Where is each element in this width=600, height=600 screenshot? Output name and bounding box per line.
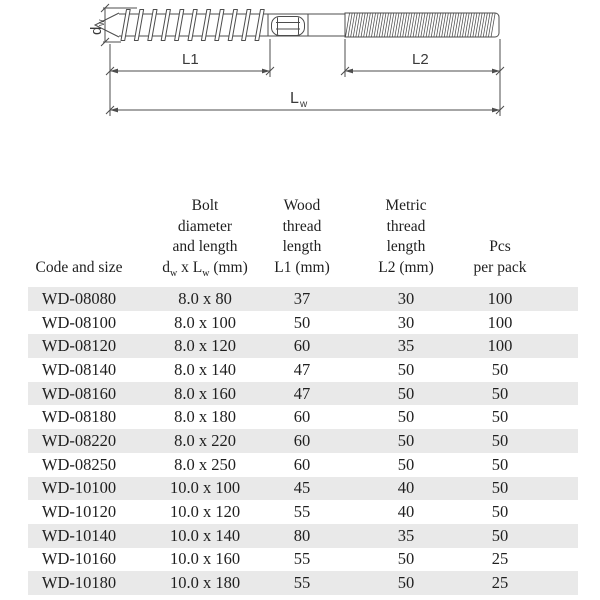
cell-l1: 55 — [262, 571, 362, 595]
cell-l1: 55 — [293, 502, 311, 522]
table-row — [28, 334, 578, 358]
cell-code: WD-08160 — [28, 382, 142, 406]
col-header-pcs: Pcs per pack — [473, 238, 527, 276]
cell-pcs: 25 — [462, 571, 578, 595]
cell-size: 10.0 x 180 — [142, 571, 262, 595]
lw-label-sub: w — [300, 99, 308, 110]
table-row — [28, 453, 578, 477]
header-row — [28, 196, 578, 287]
cell-l1: 50 — [293, 312, 311, 332]
table-row — [28, 429, 578, 453]
bolt-technical-drawing — [0, 0, 600, 150]
cell-pcs: 100 — [462, 287, 578, 311]
metric-thread — [345, 13, 499, 37]
cell-l1: 60 — [293, 407, 311, 427]
driver-section — [268, 14, 308, 36]
cell-pcs: 50 — [491, 407, 509, 427]
cell-size: 8.0 x 220 — [142, 429, 262, 453]
table-row — [28, 477, 578, 501]
cell-l1: 47 — [293, 359, 311, 379]
table-row — [28, 405, 578, 429]
col-header-wood-thread: Wood thread length L1 (mm) — [274, 197, 330, 276]
l2-label: L2 — [412, 51, 429, 68]
dw-label — [88, 19, 106, 35]
cell-l1: 47 — [262, 382, 362, 406]
cell-size: 10.0 x 120 — [169, 502, 241, 522]
cell-code: WD-10100 — [28, 477, 142, 501]
cell-code: WD-08120 — [28, 334, 142, 358]
cell-l2: 50 — [362, 571, 462, 595]
table-row — [28, 358, 578, 382]
cell-pcs: 50 — [462, 429, 578, 453]
dimension-l1 — [106, 67, 274, 75]
table-row — [28, 548, 578, 572]
cell-l2: 35 — [362, 334, 462, 358]
cell-code: WD-10120 — [41, 502, 117, 522]
col-header-metric-thread: Metric thread length L2 (mm) — [378, 197, 434, 276]
cell-size: 10.0 x 100 — [142, 477, 262, 501]
cell-pcs: 50 — [462, 382, 578, 406]
cell-size: 8.0 x 250 — [174, 454, 236, 474]
cell-pcs: 50 — [491, 359, 509, 379]
table-row — [28, 500, 578, 524]
table-row — [28, 382, 578, 406]
table-row — [28, 571, 578, 595]
cell-pcs: 50 — [462, 477, 578, 501]
cell-code: WD-10140 — [28, 524, 142, 548]
cell-pcs: 50 — [462, 524, 578, 548]
cell-l1: 60 — [262, 429, 362, 453]
cell-size: 8.0 x 180 — [174, 407, 236, 427]
cell-l1: 45 — [262, 477, 362, 501]
col-header-bolt-size: Bolt diameter and length $d_w$ x $L_w$ (mm) — [162, 197, 248, 279]
cell-code: WD-08220 — [28, 429, 142, 453]
size-table — [28, 196, 578, 595]
l1-label: L1 — [182, 51, 199, 68]
cell-size: 8.0 x 100 — [174, 312, 236, 332]
cell-l2: 40 — [397, 502, 415, 522]
cell-pcs: 100 — [487, 312, 513, 332]
cell-size: 10.0 x 140 — [142, 524, 262, 548]
cell-l2: 30 — [362, 287, 462, 311]
table-row — [28, 311, 578, 335]
cell-l1: 60 — [293, 454, 311, 474]
cell-size: 10.0 x 160 — [169, 549, 241, 569]
cell-l2: 50 — [362, 429, 462, 453]
cell-l1: 80 — [262, 524, 362, 548]
cell-size: 8.0 x 120 — [142, 334, 262, 358]
cell-size: 8.0 x 80 — [142, 287, 262, 311]
cell-l1: 55 — [293, 549, 311, 569]
shank — [308, 14, 345, 36]
hanger-bolt-diagram — [0, 0, 600, 150]
svg-text:w: w — [96, 19, 106, 26]
cell-code: WD-08080 — [28, 287, 142, 311]
cell-l2: 40 — [362, 477, 462, 501]
cell-code: WD-08140 — [41, 359, 117, 379]
table-row — [28, 287, 578, 311]
cell-l2: 50 — [397, 454, 415, 474]
lw-label: L — [290, 90, 299, 107]
cell-l2: 50 — [397, 549, 415, 569]
cell-pcs: 25 — [491, 549, 509, 569]
cell-l2: 50 — [362, 382, 462, 406]
cell-l1: 60 — [262, 334, 362, 358]
cell-size: 8.0 x 160 — [142, 382, 262, 406]
cell-pcs: 50 — [491, 502, 509, 522]
dimension-l2 — [341, 67, 504, 75]
table-row — [28, 524, 578, 548]
cell-code: WD-08100 — [41, 312, 117, 332]
cell-pcs: 100 — [462, 334, 578, 358]
col-header-code: Code and size — [35, 258, 123, 276]
cell-l2: 30 — [397, 312, 415, 332]
cell-code: WD-10180 — [28, 571, 142, 595]
cell-code: WD-10160 — [41, 549, 117, 569]
cell-pcs: 50 — [491, 454, 509, 474]
cell-l1: 37 — [262, 287, 362, 311]
cell-l2: 50 — [397, 407, 415, 427]
cell-code: WD-08250 — [41, 454, 117, 474]
cell-l2: 35 — [362, 524, 462, 548]
cell-code: WD-08180 — [41, 407, 117, 427]
cell-l2: 50 — [397, 359, 415, 379]
svg-text:d: d — [88, 26, 105, 35]
cell-size: 8.0 x 140 — [174, 359, 236, 379]
